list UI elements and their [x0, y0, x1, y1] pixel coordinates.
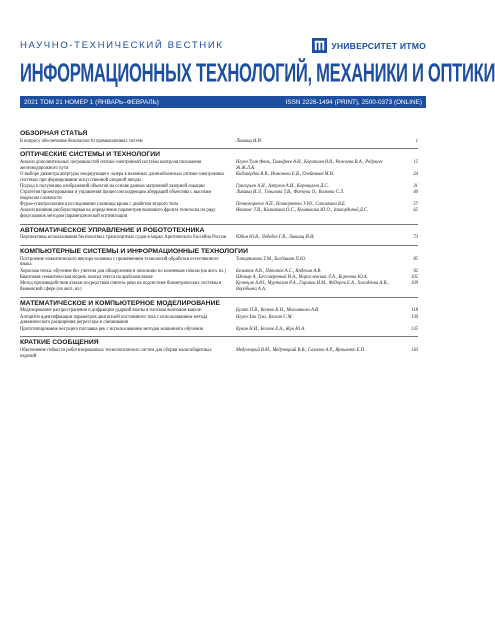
entry-authors: Лившиц И.Л., Точилина Т.В., Фаечуки О., Волкова С.Л. [236, 190, 345, 196]
issue-bar [20, 96, 426, 108]
entry-title: Анализ дополнительных погрешностей оптико-электронной системы контроля положения железнодорожного пути [20, 159, 202, 171]
entry-page: 31 [413, 183, 418, 189]
table-of-contents [20, 130, 418, 359]
entry-authors: Лившиц И.И. [236, 138, 263, 144]
toc-entry[interactable] [20, 235, 418, 241]
entry-page: 102 [410, 275, 418, 281]
entry-page: 135 [410, 326, 418, 332]
entry-authors: Булат П.В., Волков К.Н., Мельникова А.И. [236, 308, 320, 314]
entry-authors: Григорьев А.Н., Алтухов А.И., Корншунов Д.С. [236, 183, 329, 189]
entry-authors: Ивановс Т.В., Калинкина О.С., Кушникова Ю.О., Закоординой Д.С. [236, 208, 369, 214]
entry-title: Перспективы использования беспилотных транспортных судов в морях Арктического бассейна России [20, 235, 227, 241]
entry-page: 24 [413, 171, 418, 177]
toc-entry[interactable] [20, 269, 418, 275]
section-title: ОПТИЧЕСКИЕ СИСТЕМЫ И ТЕХНОЛОГИИ [20, 148, 418, 159]
entry-authors: Бельтюк А.В., Потапов А.С., Яндекин А.В. [236, 268, 322, 274]
entry-page: 118 [411, 308, 418, 314]
entry-title: Обеспечение гибкости роботизированных технологических систем для сборки малогабаритных изделий [20, 347, 212, 359]
entry-title: О выборе диаметра апертуры зондирующего лазера в наземных длиннобазисных оптико-электронных системах при формировании искусственной опорной звезды [20, 171, 225, 183]
section-title: КОМПЬЮТЕРНЫЕ СИСТЕМЫ И ИНФОРМАЦИОННЫЕ ТЕХНОЛОГИИ [20, 245, 418, 256]
entry-page: 109 [410, 281, 418, 287]
entry-title: Квантовая семантическая модель поиска текста на арабском языке [20, 275, 153, 281]
entry-title: Метод противодействия атакам посредством синтеза речи на подсистеме биометрических системы в банковской сфере (на англ. яз.) [20, 281, 222, 293]
issue-info: 2021 ТОМ 21 НОМЕР 1 (ЯНВАРЬ–ФЕВРАЛЬ) [24, 98, 159, 106]
toc-entry[interactable] [20, 208, 418, 219]
issn-info: ISSN 2226-1494 (PRINT), 2500-0373 (ONLINE) [285, 98, 422, 106]
entry-authors: Нгуен Хак Тунг, Власов С.М. [236, 314, 293, 320]
entry-page: 40 [413, 190, 418, 196]
entry-page: 143 [410, 347, 418, 353]
entry-authors: Юдин Ю.В., Лебедев Г.В., Лившиц И.И. [236, 235, 315, 241]
toc-entry[interactable] [20, 315, 418, 326]
entry-title: Анализ влияния рисбоукспервая на определение параметров волнового фронта телескопа по ряду фокусировок методом параметрической оптимизации [20, 208, 216, 220]
entry-authors: Киблаердов В.В., Иомонова Е.В., Олейников М.Н. [236, 171, 335, 177]
entry-title: Моделирование распространения и дифракции ударной волны в плоском волновом канале [20, 308, 201, 314]
entry-title: Построение семантического вектора человека с применением технологий обработки естественного языка [20, 256, 219, 268]
entry-page: 15 [413, 159, 418, 165]
entry-authors: Пеннокорвено А.П., Ночнорченко У.Ю., Сиповкина В.Е. [236, 202, 347, 208]
toc-entry[interactable] [20, 348, 418, 359]
entry-authors: Нгуен Туан Фань, Тимофеев А.Н., Коротаев В.В., Ражоева В.А., Родригес Ж.Ж.Л.К. [236, 159, 384, 171]
entry-page: 85 [413, 256, 418, 262]
university-name: УНИВЕРСИТЕТ ИТМО [331, 40, 426, 51]
entry-title: Хороская точка: обучение без учителя для обнаружения и описанию по ключевым точкам (на англ. яз.) [20, 268, 226, 274]
section-title: АВТОМАТИЧЕСКОЕ УПРАВЛЕНИЕ И РОБОТОТЕХНИКА [20, 224, 418, 235]
toc-entry[interactable] [20, 308, 418, 314]
entry-title: Подход к получению изображений объектов на основе данных матричной лазерной локации [20, 183, 205, 189]
entry-page: 1 [415, 138, 418, 144]
section-title: КРАТКИЕ СООБЩЕНИЯ [20, 336, 418, 347]
entry-title: Фурье-спектроскопия в исследовании глазницы крови с диабетом второго типа [20, 202, 179, 208]
journal-subtitle: НАУЧНО-ТЕХНИЧЕСКИЙ ВЕСТНИК [20, 40, 224, 51]
entry-page: 57 [413, 202, 418, 208]
entry-authors: Татарникова Т.М., Богдашин П.Ю. [236, 256, 306, 262]
section-title: МАТЕМАТИЧЕСКОЕ И КОМПЬЮТЕРНОЕ МОДЕЛИРОВАНИЕ [20, 297, 418, 308]
toc-entry[interactable] [20, 172, 418, 183]
entry-page: 73 [413, 235, 418, 241]
toc-entry[interactable] [20, 281, 418, 292]
entry-authors: Медунецкий В.М., Медунецкий В.В., Сазанов А.Р., Ярошенко Е.П. [236, 347, 366, 353]
university-logo [312, 38, 426, 53]
itmo-logo-icon [312, 38, 327, 53]
toc-entry[interactable] [20, 190, 418, 201]
entry-authors: Кунин Н.И., Козлов Е.А., Жук Ю.А. [236, 326, 306, 332]
toc-entry[interactable] [20, 257, 418, 268]
entry-page: 92 [413, 268, 418, 274]
entry-title: Стратегия проектирования и управления процессом коррекции аберраций объектива с высоким индексом сложности [20, 190, 212, 201]
journal-header [20, 40, 426, 54]
toc-entry[interactable] [20, 160, 418, 171]
entry-title: К вопросу обеспечения безопасности промышленных систем [20, 138, 143, 144]
journal-title: ИНФОРМАЦИОННЫХ ТЕХНОЛОГИЙ, МЕХАНИКИ И ОПТИКИ [20, 58, 495, 88]
toc-entry[interactable] [20, 184, 418, 190]
entry-authors: Шемыр А., Бессмертный И.А., Мирослевская Л.А., Корелева Ю.А. [236, 275, 368, 281]
entry-authors: Кузнецов А.Ю., Муртазин Р.А., Гарипов И.М., Фёдоров Е.А., Холодённа А.В., Воробьева А.А. [236, 281, 389, 293]
toc-entry[interactable] [20, 327, 418, 333]
entry-page: 130 [410, 314, 418, 320]
entry-title: Прототипирование несущего поплавка рек с использованием методов машинного обучения [20, 326, 203, 332]
entry-title: Алгоритм идентификации параметров двигателей постоянного тока с использованием метода динамического расширения регрессора и смешивания [20, 314, 208, 326]
section-title: ОБЗОРНАЯ СТАТЬЯ [20, 130, 88, 137]
toc-entry[interactable] [20, 139, 418, 145]
toc-entry[interactable] [20, 275, 418, 281]
entry-page: 65 [413, 208, 418, 214]
